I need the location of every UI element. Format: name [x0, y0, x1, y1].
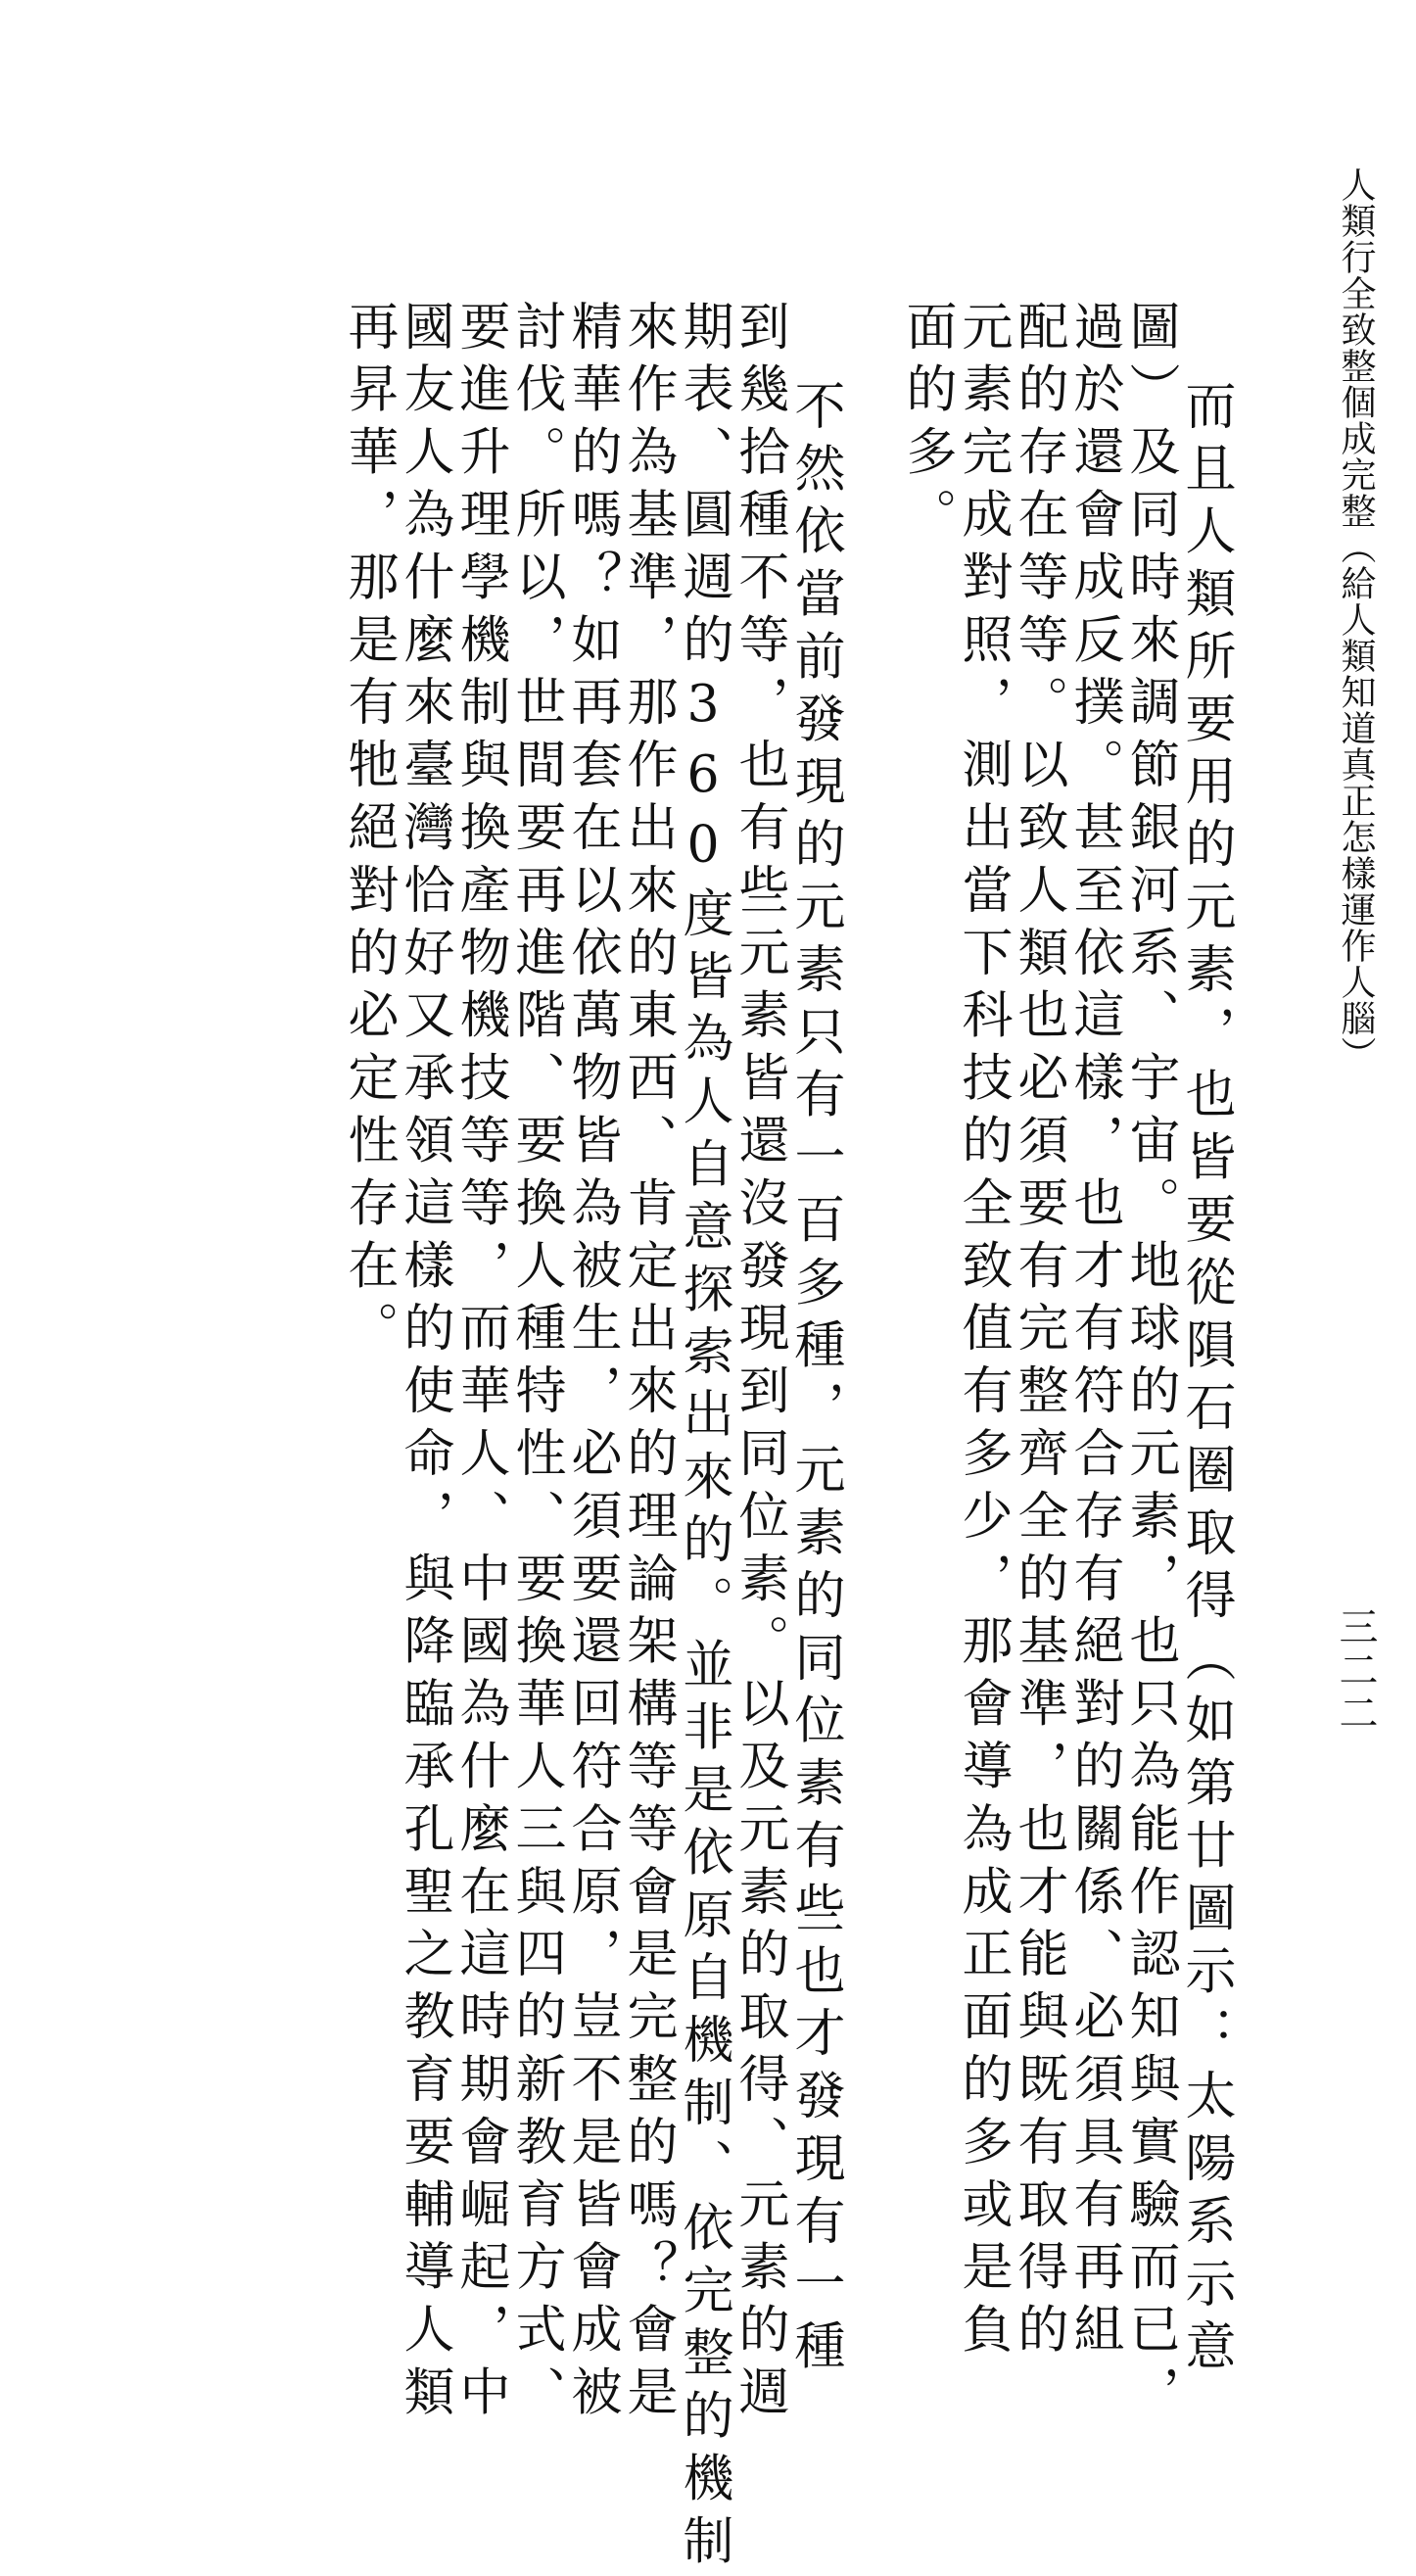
paragraph-2-line-9: 再昇華，那是有牠絕對的必定性存在。 [339, 300, 398, 1364]
paragraph-1-line-4: 配的存在等等。以致人類也必須要有完整齊全的基準，也才能與既有取得的 [1009, 300, 1067, 2365]
running-header: 人類行全致整個成完整︵給人類知道真正怎樣運作人腦︶ [1336, 167, 1376, 1073]
paragraph-1-line-2: 圖︶及同時來調節銀河系、宇宙。地球的元素，也只為能作認知與實驗而已， [1120, 300, 1179, 2428]
paragraph-1-line-1: 而且人類所要用的元素，也皆要從隕石圈取得︵如第廿圖示：太陽系示意 [1176, 379, 1235, 2382]
paragraph-2-line-3: 期表、圓週的360度皆為人自意探索出來的。並非是依原自機制、依完整的機制 [674, 300, 732, 2576]
paragraph-1-line-5: 元素完成對照，測出當下科技的全致值有多少，那會導為成正面的多或是負 [953, 300, 1012, 2365]
paragraph-2-line-1: 不然依當前發現的元素只有一百多種，元素的同位素有些也才發現有一種 [785, 379, 844, 2382]
paragraph-1-line-3: 過於還會成反撲。甚至依這樣，也才有符合存有絕對的關係、必須具有再組 [1064, 300, 1123, 2365]
paragraph-2-line-8: 國友人為什麼來臺灣恰好又承領這樣的使命，與降臨承孔聖之教育要輔導人類 [395, 300, 453, 2428]
paragraph-2-line-7: 要進升理學機制與換產物機技等等，而華人、中國為什麼在這時期會崛起，中 [450, 300, 509, 2428]
paragraph-2-line-2: 到幾拾種不等，也有些元素皆還沒發現到同位素。以及元素的取得、元素的週 [730, 300, 788, 2428]
paragraph-2-line-4: 來作為基準，那作出來的東西、肯定出來的理論架構等等會是完整的嗎？會是 [618, 300, 677, 2428]
paragraph-2-line-6: 討伐。所以，世間要再進階、要換人種特性、要換華人三與四的新教育方式、 [506, 300, 565, 2428]
paragraph-2-line-5: 精華的嗎？如再套在以依萬物皆為被生，必須要還回符合原，豈不是皆會成被 [562, 300, 621, 2428]
page-number: 三二二 [1333, 1606, 1378, 1736]
paragraph-1-line-6: 面的多。 [897, 300, 956, 550]
